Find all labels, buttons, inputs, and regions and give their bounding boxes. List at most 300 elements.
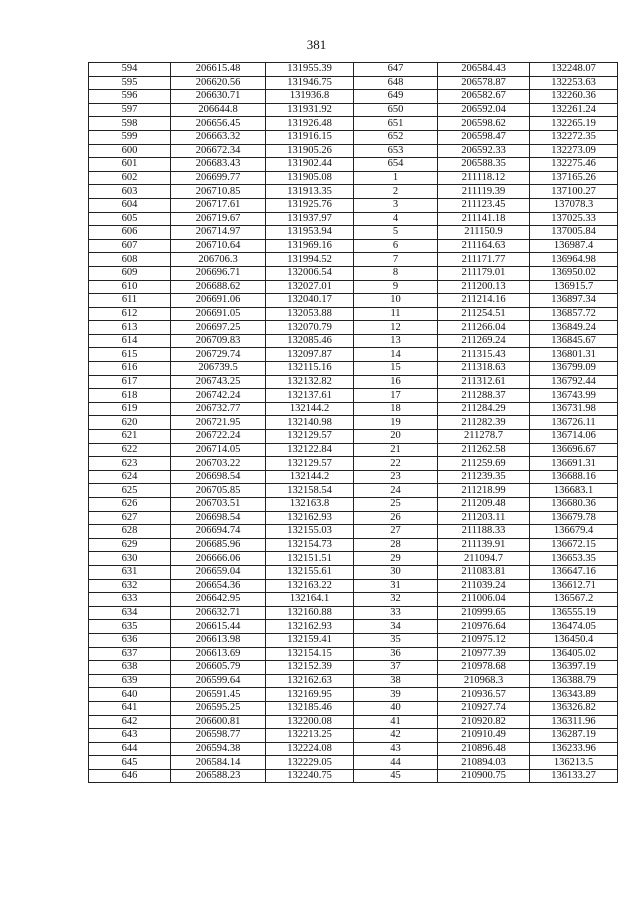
x-coordinate-left: 206615.44 [171,620,266,634]
y-coordinate-left: 132144.2 [266,470,354,484]
x-coordinate-left: 206685.96 [171,538,266,552]
point-number-right: 15 [354,362,438,376]
table-row [89,63,618,77]
x-coordinate-left: 206705.85 [171,484,266,498]
y-coordinate-right: 136612.71 [530,579,618,593]
x-coordinate-right: 211083.81 [438,565,530,579]
point-number-right: 26 [354,511,438,525]
table-row [89,701,618,715]
point-number-right: 38 [354,674,438,688]
point-number-right: 22 [354,457,438,471]
point-number-right: 40 [354,701,438,715]
table-row [89,226,618,240]
table-row [89,389,618,403]
x-coordinate-right: 210920.82 [438,715,530,729]
point-number-right: 24 [354,484,438,498]
x-coordinate-left: 206694.74 [171,525,266,539]
x-coordinate-right: 211139.91 [438,538,530,552]
table-row [89,158,618,172]
table-row [89,606,618,620]
table-row [89,715,618,729]
table-row [89,579,618,593]
x-coordinate-left: 206644.8 [171,103,266,117]
x-coordinate-left: 206588.23 [171,769,266,783]
y-coordinate-left: 132163.8 [266,498,354,512]
point-number-right: 44 [354,756,438,770]
y-coordinate-left: 132158.54 [266,484,354,498]
y-coordinate-right: 137005.84 [530,226,618,240]
point-number-right: 5 [354,226,438,240]
table-row [89,239,618,253]
x-coordinate-left: 206683.43 [171,158,266,172]
x-coordinate-right: 210976.64 [438,620,530,634]
x-coordinate-right: 211141.18 [438,212,530,226]
x-coordinate-left: 206710.64 [171,239,266,253]
y-coordinate-left: 131936.8 [266,90,354,104]
y-coordinate-left: 132027.01 [266,280,354,294]
table-row [89,253,618,267]
point-number-right: 25 [354,498,438,512]
y-coordinate-right: 136405.02 [530,647,618,661]
x-coordinate-left: 206595.25 [171,701,266,715]
x-coordinate-left: 206599.64 [171,674,266,688]
y-coordinate-left: 132185.46 [266,701,354,715]
x-coordinate-left: 206706.3 [171,253,266,267]
x-coordinate-left: 206600.81 [171,715,266,729]
y-coordinate-right: 136857.72 [530,307,618,321]
y-coordinate-left: 131994.52 [266,253,354,267]
point-number-right: 36 [354,647,438,661]
x-coordinate-left: 206613.98 [171,633,266,647]
y-coordinate-left: 131926.48 [266,117,354,131]
x-coordinate-right: 211039.24 [438,579,530,593]
x-coordinate-right: 211200.13 [438,280,530,294]
x-coordinate-left: 206697.25 [171,321,266,335]
x-coordinate-left: 206729.74 [171,348,266,362]
point-number-left: 627 [89,511,171,525]
table-row [89,430,618,444]
point-number-left: 631 [89,565,171,579]
point-number-left: 634 [89,606,171,620]
y-coordinate-left: 132132.82 [266,375,354,389]
page-number: 381 [306,37,327,52]
table-row [89,769,618,783]
point-number-right: 648 [354,76,438,90]
y-coordinate-left: 132162.93 [266,620,354,634]
x-coordinate-left: 206698.54 [171,511,266,525]
y-coordinate-right: 136672.15 [530,538,618,552]
x-coordinate-left: 206672.34 [171,144,266,158]
y-coordinate-right: 136743.99 [530,389,618,403]
y-coordinate-right: 132265.19 [530,117,618,131]
table-row [89,334,618,348]
x-coordinate-right: 206588.35 [438,158,530,172]
y-coordinate-right: 136397.19 [530,661,618,675]
point-number-left: 629 [89,538,171,552]
x-coordinate-left: 206699.77 [171,171,266,185]
y-coordinate-left: 132240.75 [266,769,354,783]
table-row [89,661,618,675]
point-number-left: 619 [89,402,171,416]
table-row [89,525,618,539]
y-coordinate-left: 132154.15 [266,647,354,661]
table-row [89,443,618,457]
y-coordinate-right: 136897.34 [530,294,618,308]
x-coordinate-right: 211318.63 [438,362,530,376]
y-coordinate-right: 136567.2 [530,593,618,607]
x-coordinate-left: 206710.85 [171,185,266,199]
x-coordinate-right: 211171.77 [438,253,530,267]
point-number-left: 614 [89,334,171,348]
y-coordinate-left: 132155.61 [266,565,354,579]
table-row [89,538,618,552]
x-coordinate-right: 211094.7 [438,552,530,566]
x-coordinate-right: 211288.37 [438,389,530,403]
x-coordinate-right: 210968.3 [438,674,530,688]
x-coordinate-left: 206721.95 [171,416,266,430]
x-coordinate-left: 206696.71 [171,266,266,280]
x-coordinate-left: 206717.61 [171,198,266,212]
point-number-left: 618 [89,389,171,403]
x-coordinate-right: 211239.35 [438,470,530,484]
x-coordinate-right: 210900.75 [438,769,530,783]
x-coordinate-left: 206743.25 [171,375,266,389]
table-row [89,307,618,321]
point-number-right: 34 [354,620,438,634]
point-number-left: 623 [89,457,171,471]
y-coordinate-left: 132137.61 [266,389,354,403]
y-coordinate-left: 131913.35 [266,185,354,199]
y-coordinate-right: 136343.89 [530,688,618,702]
table-row [89,375,618,389]
x-coordinate-left: 206642.95 [171,593,266,607]
y-coordinate-right: 136555.19 [530,606,618,620]
point-number-right: 23 [354,470,438,484]
table-row [89,647,618,661]
table-row [89,674,618,688]
x-coordinate-right: 210894.03 [438,756,530,770]
y-coordinate-right: 136726.11 [530,416,618,430]
point-number-right: 27 [354,525,438,539]
y-coordinate-right: 137025.33 [530,212,618,226]
point-number-left: 636 [89,633,171,647]
table-row [89,756,618,770]
table-row [89,511,618,525]
y-coordinate-left: 132070.79 [266,321,354,335]
x-coordinate-right: 211209.48 [438,498,530,512]
y-coordinate-left: 132129.57 [266,430,354,444]
y-coordinate-left: 131937.97 [266,212,354,226]
x-coordinate-left: 206709.83 [171,334,266,348]
point-number-right: 654 [354,158,438,172]
x-coordinate-right: 210977.39 [438,647,530,661]
x-coordinate-left: 206656.45 [171,117,266,131]
point-number-left: 628 [89,525,171,539]
point-number-right: 649 [354,90,438,104]
x-coordinate-left: 206732.77 [171,402,266,416]
point-number-left: 596 [89,90,171,104]
x-coordinate-left: 206615.48 [171,63,266,77]
y-coordinate-right: 136653.35 [530,552,618,566]
point-number-left: 646 [89,769,171,783]
y-coordinate-left: 132200.08 [266,715,354,729]
y-coordinate-right: 137165.26 [530,171,618,185]
x-coordinate-right: 211312.61 [438,375,530,389]
x-coordinate-right: 210910.49 [438,729,530,743]
x-coordinate-right: 206578.87 [438,76,530,90]
table-row [89,729,618,743]
y-coordinate-right: 136450.4 [530,633,618,647]
point-number-left: 625 [89,484,171,498]
x-coordinate-left: 206691.05 [171,307,266,321]
table-row [89,280,618,294]
point-number-left: 639 [89,674,171,688]
point-number-right: 16 [354,375,438,389]
point-number-right: 651 [354,117,438,131]
table-row [89,198,618,212]
y-coordinate-left: 131953.94 [266,226,354,240]
point-number-left: 615 [89,348,171,362]
y-coordinate-right: 136915.7 [530,280,618,294]
table-row [89,90,618,104]
x-coordinate-right: 210896.48 [438,742,530,756]
x-coordinate-left: 206714.05 [171,443,266,457]
y-coordinate-left: 132006.54 [266,266,354,280]
y-coordinate-left: 132162.93 [266,511,354,525]
x-coordinate-left: 206620.56 [171,76,266,90]
point-number-right: 42 [354,729,438,743]
table-row [89,212,618,226]
y-coordinate-right: 136647.16 [530,565,618,579]
point-number-left: 609 [89,266,171,280]
point-number-right: 32 [354,593,438,607]
y-coordinate-left: 132213.25 [266,729,354,743]
point-number-left: 620 [89,416,171,430]
point-number-right: 652 [354,130,438,144]
x-coordinate-left: 206584.14 [171,756,266,770]
y-coordinate-left: 132115.16 [266,362,354,376]
table-row [89,76,618,90]
point-number-left: 640 [89,688,171,702]
y-coordinate-right: 136799.09 [530,362,618,376]
point-number-left: 637 [89,647,171,661]
y-coordinate-right: 136683.1 [530,484,618,498]
y-coordinate-left: 131946.75 [266,76,354,90]
y-coordinate-left: 131931.92 [266,103,354,117]
coordinates-table-body [89,63,618,783]
x-coordinate-right: 211214.16 [438,294,530,308]
x-coordinate-left: 206654.36 [171,579,266,593]
x-coordinate-right: 210927.74 [438,701,530,715]
y-coordinate-right: 136696.67 [530,443,618,457]
point-number-right: 4 [354,212,438,226]
point-number-left: 633 [89,593,171,607]
point-number-left: 602 [89,171,171,185]
point-number-left: 611 [89,294,171,308]
table-row [89,484,618,498]
table-row [89,185,618,199]
y-coordinate-left: 132097.87 [266,348,354,362]
y-coordinate-left: 132085.46 [266,334,354,348]
y-coordinate-right: 136287.19 [530,729,618,743]
point-number-left: 601 [89,158,171,172]
y-coordinate-left: 131916.15 [266,130,354,144]
y-coordinate-right: 136845.67 [530,334,618,348]
x-coordinate-right: 206592.04 [438,103,530,117]
y-coordinate-right: 136801.31 [530,348,618,362]
point-number-right: 14 [354,348,438,362]
point-number-right: 45 [354,769,438,783]
x-coordinate-right: 206582.67 [438,90,530,104]
x-coordinate-right: 211254.51 [438,307,530,321]
x-coordinate-right: 211006.04 [438,593,530,607]
point-number-left: 642 [89,715,171,729]
x-coordinate-left: 206632.71 [171,606,266,620]
x-coordinate-left: 206739.5 [171,362,266,376]
x-coordinate-right: 211118.12 [438,171,530,185]
table-row [89,117,618,131]
point-number-left: 612 [89,307,171,321]
x-coordinate-left: 206714.97 [171,226,266,240]
y-coordinate-left: 132162.63 [266,674,354,688]
table-row [89,552,618,566]
y-coordinate-right: 136849.24 [530,321,618,335]
y-coordinate-right: 136679.78 [530,511,618,525]
point-number-right: 1 [354,171,438,185]
y-coordinate-right: 136680.36 [530,498,618,512]
point-number-left: 608 [89,253,171,267]
table-row [89,362,618,376]
point-number-right: 30 [354,565,438,579]
point-number-right: 19 [354,416,438,430]
table-row [89,103,618,117]
x-coordinate-right: 206598.47 [438,130,530,144]
table-row [89,416,618,430]
point-number-left: 597 [89,103,171,117]
x-coordinate-left: 206703.51 [171,498,266,512]
table-row [89,620,618,634]
x-coordinate-right: 211259.69 [438,457,530,471]
point-number-left: 606 [89,226,171,240]
point-number-left: 613 [89,321,171,335]
point-number-left: 607 [89,239,171,253]
x-coordinate-right: 211188.33 [438,525,530,539]
table-row [89,144,618,158]
point-number-left: 600 [89,144,171,158]
point-number-left: 630 [89,552,171,566]
x-coordinate-left: 206722.24 [171,430,266,444]
x-coordinate-right: 211203.11 [438,511,530,525]
table-row [89,593,618,607]
x-coordinate-right: 211218.99 [438,484,530,498]
x-coordinate-right: 210978.68 [438,661,530,675]
table-row [89,457,618,471]
y-coordinate-left: 131902.44 [266,158,354,172]
table-row [89,348,618,362]
y-coordinate-left: 132122.84 [266,443,354,457]
y-coordinate-left: 132229.05 [266,756,354,770]
x-coordinate-left: 206613.69 [171,647,266,661]
point-number-right: 10 [354,294,438,308]
table-row [89,742,618,756]
table-row [89,470,618,484]
y-coordinate-right: 136792.44 [530,375,618,389]
x-coordinate-right: 211150.9 [438,226,530,240]
y-coordinate-right: 132272.35 [530,130,618,144]
y-coordinate-left: 132040.17 [266,294,354,308]
y-coordinate-left: 132159.41 [266,633,354,647]
point-number-left: 598 [89,117,171,131]
point-number-left: 643 [89,729,171,743]
x-coordinate-right: 211269.24 [438,334,530,348]
point-number-left: 605 [89,212,171,226]
point-number-right: 647 [354,63,438,77]
y-coordinate-left: 132129.57 [266,457,354,471]
y-coordinate-left: 132140.98 [266,416,354,430]
point-number-right: 29 [354,552,438,566]
point-number-left: 599 [89,130,171,144]
y-coordinate-left: 131905.26 [266,144,354,158]
point-number-left: 604 [89,198,171,212]
point-number-left: 603 [89,185,171,199]
point-number-left: 621 [89,430,171,444]
y-coordinate-left: 131905.08 [266,171,354,185]
table-row [89,130,618,144]
x-coordinate-right: 206592.33 [438,144,530,158]
y-coordinate-right: 137078.3 [530,198,618,212]
y-coordinate-left: 132160.88 [266,606,354,620]
x-coordinate-right: 211282.39 [438,416,530,430]
coordinates-table [88,62,618,783]
y-coordinate-right: 136679.4 [530,525,618,539]
y-coordinate-right: 132273.09 [530,144,618,158]
table-row [89,565,618,579]
point-number-left: 622 [89,443,171,457]
x-coordinate-right: 211266.04 [438,321,530,335]
point-number-left: 635 [89,620,171,634]
x-coordinate-right: 211179.01 [438,266,530,280]
point-number-right: 6 [354,239,438,253]
x-coordinate-left: 206666.06 [171,552,266,566]
x-coordinate-left: 206703.22 [171,457,266,471]
point-number-right: 41 [354,715,438,729]
point-number-left: 594 [89,63,171,77]
point-number-right: 11 [354,307,438,321]
y-coordinate-right: 136388.79 [530,674,618,688]
y-coordinate-left: 132154.73 [266,538,354,552]
y-coordinate-right: 136233.96 [530,742,618,756]
y-coordinate-right: 136213.5 [530,756,618,770]
x-coordinate-left: 206591.45 [171,688,266,702]
y-coordinate-right: 136688.16 [530,470,618,484]
point-number-right: 653 [354,144,438,158]
y-coordinate-left: 132163.22 [266,579,354,593]
x-coordinate-left: 206691.06 [171,294,266,308]
point-number-right: 12 [354,321,438,335]
table-row [89,294,618,308]
y-coordinate-right: 136326.82 [530,701,618,715]
y-coordinate-right: 132261.24 [530,103,618,117]
table-row [89,498,618,512]
x-coordinate-left: 206698.54 [171,470,266,484]
x-coordinate-right: 211284.29 [438,402,530,416]
point-number-left: 616 [89,362,171,376]
x-coordinate-left: 206742.24 [171,389,266,403]
x-coordinate-right: 206598.62 [438,117,530,131]
point-number-left: 595 [89,76,171,90]
y-coordinate-right: 136987.4 [530,239,618,253]
point-number-right: 33 [354,606,438,620]
